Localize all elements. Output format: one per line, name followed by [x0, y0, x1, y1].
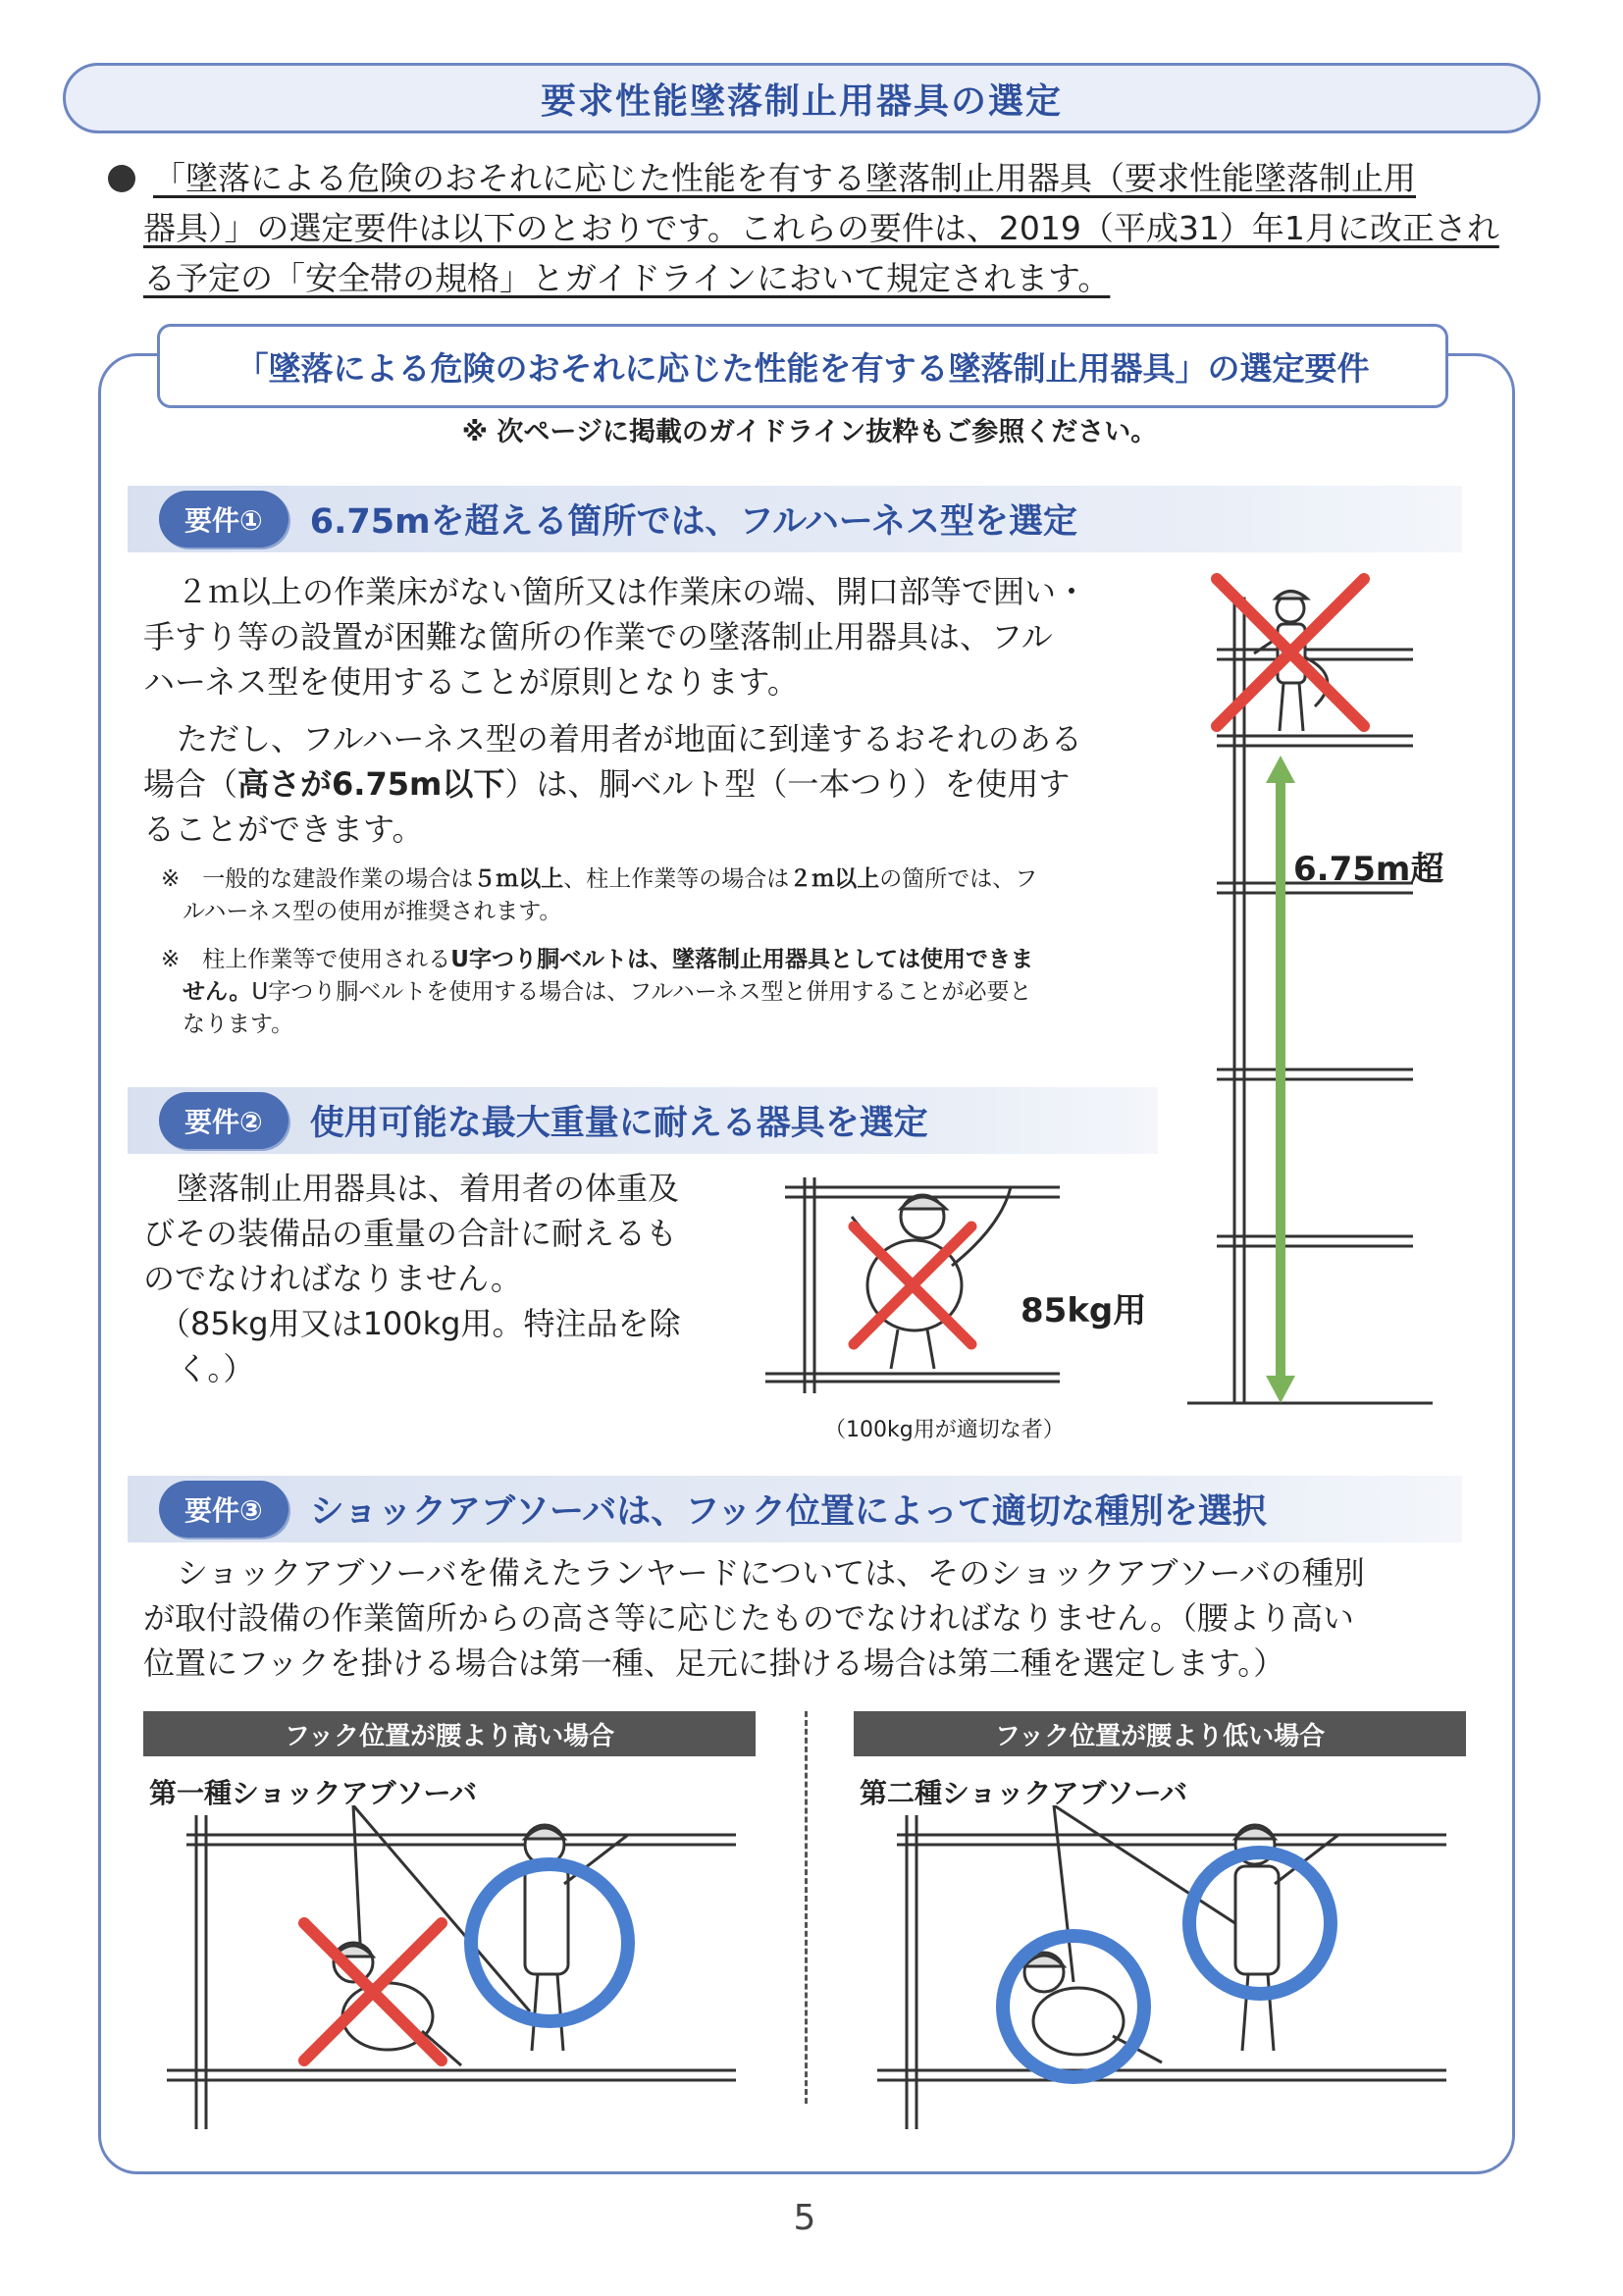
req1-note-2: ※ 柱上作業等で使用されるU字つり胴ベルトは、墜落制止用器具としては使用できま せん。U字つり胴ベルトを使用する場合は、フルハーネス型と併用することが必要と なります。 — [161, 947, 1033, 1037]
req2-title: 使用可能な最大重量に耐える器具を選定 — [309, 1104, 928, 1143]
req3-title: ショックアブソーバは、フック位置によって適切な種別を選択 — [309, 1492, 1267, 1532]
req1-paragraph-1: ２ｍ以上の作業床がない箇所又は作業床の端、開口部等で囲い・ 手すり等の設置が困難な箇所の作業での墜落制止用器具は、フル ハーネス型を使用することが原則となります。 — [143, 573, 1088, 701]
intro-line-3: る予定の「安全帯の規格」とガイドラインにおいて規定されます。 — [143, 259, 1111, 297]
type1-absorber-label: 第一種ショックアブソーバ — [149, 1777, 478, 1809]
right-panel-header: フック位置が腰より低い場合 — [854, 1711, 1466, 1756]
req3-header — [128, 1476, 1462, 1542]
req1-note-1: ※ 一般的な建設作業の場合は５ｍ以上、柱上作業等の場合は２ｍ以上の箇所では、フ ルハーネス型の使用が推奨されます。 — [161, 866, 1038, 924]
bullet-icon — [108, 165, 135, 192]
page-title: 要求性能墜落制止用器具の選定 — [63, 63, 1541, 133]
weight-caption: （100kg用が適切な者） — [824, 1418, 1065, 1442]
req2-header — [128, 1087, 1158, 1154]
heavy-worker-icon — [852, 1187, 1011, 1369]
type1-illustration — [167, 1805, 756, 2139]
req3-badge: 要件③ — [159, 1481, 288, 1538]
type2-absorber-label: 第二種ショックアブソーバ — [860, 1777, 1188, 1809]
reference-note: ※ 次ページに掲載のガイドライン抜粋もご参照ください。 — [461, 417, 1158, 447]
frame-title: 「墜落による危険のおそれに応じた性能を有する墜落制止用器具」の選定要件 — [157, 324, 1448, 408]
page-number: 5 — [793, 2198, 816, 2238]
height-label: 6.75m超 — [1293, 850, 1444, 889]
panel-divider — [805, 1711, 808, 2104]
intro-text — [108, 153, 1521, 303]
req1-header — [128, 486, 1462, 552]
intro-line-1: 「墜落による危険のおそれに応じた性能を有する墜落制止用器具（要求性能墜落制止用 — [153, 159, 1416, 197]
scaffold-illustration — [1178, 559, 1472, 1413]
req2-badge: 要件② — [159, 1092, 288, 1149]
left-panel-header: フック位置が腰より高い場合 — [143, 1711, 756, 1756]
type2-illustration — [877, 1805, 1466, 2139]
weight-label: 85kg用 — [1021, 1291, 1147, 1331]
req2-paragraph: 墜落制止用器具は、着用者の体重及 びその装備品の重量の合計に耐えるも のでなければなりません。 （85kg用又は100kg用。特注品を除 く。） — [143, 1170, 681, 1387]
req1-paragraph-2: ただし、フルハーネス型の着用者が地面に到達するおそれのある 場合（高さが6.75m以下）は、胴ベルト型（一本つり）を使用す ることができます。 — [143, 720, 1082, 848]
req3-paragraph: ショックアブソーバを備えたランヤードについては、そのショックアブソーバの種別 が取付設備の作業箇所からの高さ等に応じたものでなければなりません。（腰より高い 位置にフックを掛ける場合は第一種、足元に掛ける場合は第二種を選定します。） — [143, 1554, 1365, 1682]
req1-badge: 要件① — [159, 491, 288, 548]
req1-title: 6.75mを超える箇所では、フルハーネス型を選定 — [309, 502, 1077, 542]
intro-line-2: 器具）」の選定要件は以下のとおりです。これらの要件は、2019（平成31）年1月に改正され — [143, 209, 1499, 247]
